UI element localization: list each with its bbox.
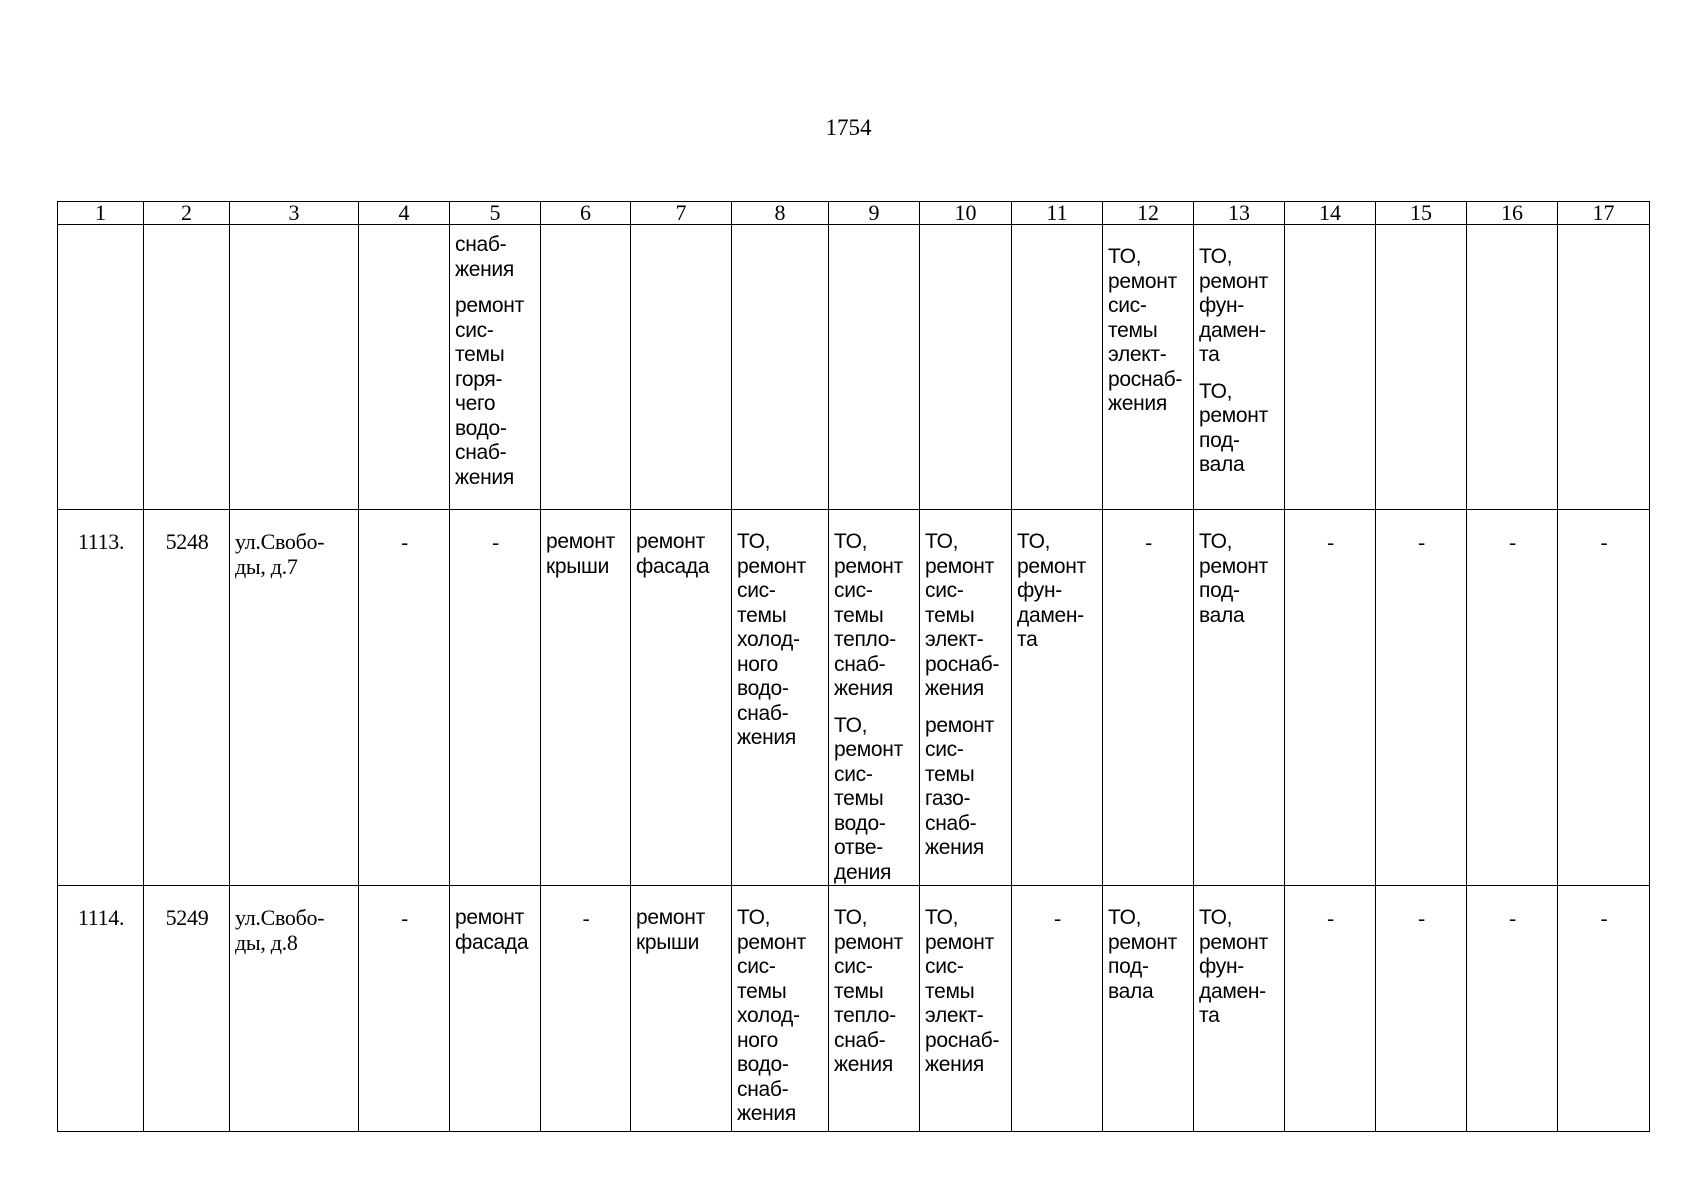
cell-text: - [1145,530,1152,554]
cell-text: - [401,530,408,554]
column-header-3: 3 [230,202,359,225]
column-header-14: 14 [1285,202,1376,225]
column-header-6: 6 [541,202,631,225]
table-cell-col-11 [1012,886,1103,1132]
table-cell-col-9 [829,510,920,886]
cell-text: ТО, ремонт сис- темы водо- отве- дения [834,713,903,884]
table-cell-col-8 [732,886,829,1132]
table-cell-col-4 [359,886,450,1132]
table-cell-col-13 [1194,886,1285,1132]
column-header-4: 4 [359,202,450,225]
table-cell-col-13 [1194,510,1285,886]
table-cell-col-2 [144,886,230,1132]
table-row [58,225,1650,510]
cell-text: ТО, ремонт сис- темы элект- роснаб- жения [925,530,1000,700]
cell-text: снаб- жения [455,233,514,281]
column-header-7: 7 [631,202,732,225]
table-cell-col-7 [631,510,732,886]
cell-text: ремонт сис- темы горя- чего водо- снаб- жения [455,294,524,489]
cell-text: ТО, ремонт фун- дамен- та [1199,245,1268,366]
table-cell-col-15 [1376,886,1467,1132]
table-cell-col-12 [1103,886,1194,1132]
column-header-5: 5 [450,202,541,225]
table-cell-col-6 [541,225,631,510]
cell-text: ремонт фасада [455,906,529,954]
cell-text: ремонт сис- темы газо- снаб- жения [925,713,994,859]
cell-text: - [1600,530,1608,554]
table-cell-col-2 [144,225,230,510]
cell-text: - [1054,906,1061,930]
cell-text: - [582,906,590,930]
table-cell-col-10 [920,886,1012,1132]
cell-text: ТО, ремонт сис- темы холод- ного водо- снаб- жения [737,906,806,1125]
table-cell-col-1 [58,886,144,1132]
table-cell-col-16 [1467,510,1558,886]
table-cell-col-17 [1558,510,1650,886]
cell-text: ремонт фасада [636,530,710,578]
table-cell-col-4 [359,225,450,510]
column-header-17: 17 [1558,202,1650,225]
table-body [58,225,1650,1132]
table-cell-col-16 [1467,886,1558,1132]
cell-text: ТО, ремонт фун- дамен- та [1017,530,1086,651]
table-cell-col-13 [1194,225,1285,510]
cell-text: 5249 [165,905,209,930]
table-cell-col-5 [450,886,541,1132]
table-cell-col-9 [829,886,920,1132]
cell-text: 1114. [77,905,125,930]
table-cell-col-3 [230,886,359,1132]
table-cell-col-14 [1285,510,1376,886]
cell-text: 5248 [165,529,209,554]
cell-text: ТО, ремонт под- вала [1199,379,1268,476]
cell-text: ТО, ремонт сис- темы тепло- снаб- жения [834,906,903,1076]
table-cell-col-7 [631,886,732,1132]
table-cell-col-7 [631,225,732,510]
cell-text: - [1418,530,1425,554]
table-cell-col-3 [230,225,359,510]
table-cell-col-1 [58,510,144,886]
cell-text: - [492,530,499,554]
table-cell-col-6 [541,510,631,886]
table-cell-col-15 [1376,225,1467,510]
column-header-10: 10 [920,202,1012,225]
column-header-13: 13 [1194,202,1285,225]
column-number-row [58,202,1650,225]
column-header-2: 2 [144,202,230,225]
repair-schedule-table [57,201,1650,1132]
cell-text: ТО, ремонт сис- темы холод- ного водо- снаб- жения [737,530,806,749]
cell-text: ТО, ремонт сис- темы элект- роснаб- жения [1108,245,1183,415]
cell-text: ТО, ремонт сис- темы элект- роснаб- жения [925,906,1000,1076]
column-header-9: 9 [829,202,920,225]
cell-text: ТО, ремонт фун- дамен- та [1199,906,1268,1027]
table-cell-col-10 [920,510,1012,886]
table-cell-col-10 [920,225,1012,510]
column-header-1: 1 [58,202,144,225]
table-cell-col-12 [1103,510,1194,886]
table-cell-col-5 [450,225,541,510]
table-cell-col-12 [1103,225,1194,510]
column-header-16: 16 [1467,202,1558,225]
table-cell-col-16 [1467,225,1558,510]
cell-text: 1113. [77,529,125,554]
table-cell-col-17 [1558,225,1650,510]
table-header [58,202,1650,225]
cell-text: ТО, ремонт сис- темы тепло- снаб- жения [834,530,903,700]
cell-text: ТО, ремонт под- вала [1108,906,1177,1003]
page-number: 1754 [825,115,872,140]
column-header-8: 8 [732,202,829,225]
table-cell-col-9 [829,225,920,510]
column-header-12: 12 [1103,202,1194,225]
table-cell-col-17 [1558,886,1650,1132]
table-cell-col-3 [230,510,359,886]
column-header-15: 15 [1376,202,1467,225]
cell-text: - [1418,906,1425,930]
table-cell-col-5 [450,510,541,886]
cell-text: - [1509,906,1516,930]
column-header-11: 11 [1012,202,1103,225]
table-cell-col-11 [1012,225,1103,510]
table-cell-col-15 [1376,510,1467,886]
cell-text: ремонт крыши [636,906,705,954]
table-cell-col-14 [1285,886,1376,1132]
table-cell-col-6 [541,886,631,1132]
cell-text: - [1600,906,1608,930]
table-cell-col-14 [1285,225,1376,510]
cell-text: ТО, ремонт под- вала [1199,530,1268,627]
table-cell-col-2 [144,510,230,886]
table-cell-col-8 [732,225,829,510]
cell-text: - [401,906,408,930]
table-row [58,510,1650,886]
table-cell-col-8 [732,510,829,886]
cell-text: - [1509,530,1516,554]
cell-text: ремонт крыши [546,530,615,578]
table-cell-col-4 [359,510,450,886]
cell-text: - [1327,530,1334,554]
cell-text: ул.Свобо- ды, д.7 [235,529,325,579]
table-cell-col-11 [1012,510,1103,886]
table-row [58,886,1650,1132]
cell-text: - [1327,906,1334,930]
table-cell-col-1 [58,225,144,510]
cell-text: ул.Свобо- ды, д.8 [235,905,325,955]
